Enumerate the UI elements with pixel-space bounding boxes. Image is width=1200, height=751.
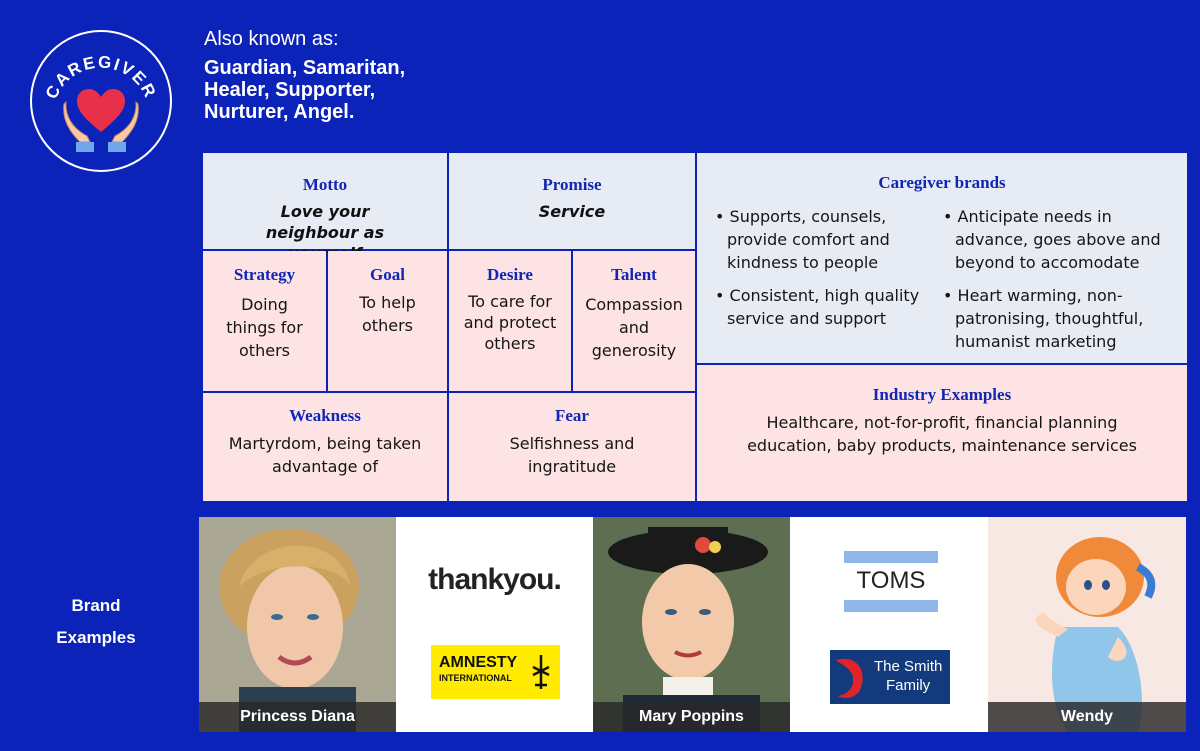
- badge-text: CAREGIVER: [41, 52, 161, 102]
- desire-panel: [449, 251, 571, 391]
- motto-heading: Motto: [302, 175, 348, 194]
- aka-label: Also known as:: [204, 28, 339, 50]
- brand-examples-label: Brand Examples: [56, 596, 136, 647]
- logo-tile-thankyou-amnesty: [396, 517, 593, 732]
- candle-icon: [530, 653, 552, 691]
- princess-diana-photo: [199, 517, 396, 732]
- brand-point: • Consistent, high quality service and support: [715, 286, 920, 328]
- weakness-text: Martyrdom, being taken advantage of: [228, 434, 422, 476]
- strategy-text: Doing things for others: [226, 295, 303, 360]
- promise-heading: Promise: [542, 175, 602, 194]
- talent-text: Compassion and generosity: [585, 295, 683, 360]
- motto-text: Love your neighbour as: [265, 202, 385, 242]
- promise-panel: [449, 153, 695, 249]
- hands-logo-icon: [830, 650, 870, 704]
- industry-text: Healthcare, not-for-profit, financial planning education, baby products, maintenance services: [747, 413, 1137, 455]
- goal-heading: Goal: [370, 265, 405, 284]
- fear-panel: [449, 393, 695, 501]
- smith-family-logo: [830, 650, 950, 704]
- toms-logo: [844, 551, 938, 612]
- amnesty-logo-name: AMNESTY: [439, 654, 518, 671]
- amnesty-logo-sub: INTERNATIONAL: [439, 673, 512, 683]
- caregiver-brands-col-right: [943, 205, 1168, 363]
- goal-panel: [328, 251, 447, 391]
- fear-heading: Fear: [555, 406, 589, 425]
- hands-holding-heart-icon: [64, 89, 139, 152]
- also-known-as: [204, 28, 444, 123]
- industry-panel: [697, 365, 1187, 501]
- weakness-heading: Weakness: [289, 406, 361, 425]
- strategy-panel: [203, 251, 326, 391]
- mary-poppins-photo: [593, 517, 790, 732]
- logo-tile-toms-smith: [790, 517, 988, 732]
- strategy-heading: Strategy: [233, 265, 296, 284]
- svg-text:CAREGIVER: [42, 52, 161, 102]
- fear-text: Selfishness and ingratitude: [509, 434, 635, 476]
- motto-panel: [203, 153, 447, 249]
- caregiver-brands-columns: [697, 193, 1187, 363]
- tile-caption: Mary Poppins: [593, 702, 790, 732]
- caregiver-brands-col-left: [715, 205, 927, 363]
- brand-point: • Anticipate needs in advance, goes above and beyond to accomodate: [943, 207, 1161, 272]
- aka-names: Guardian, Samaritan, Healer, Supporter, Nurturer, Angel.: [204, 57, 406, 123]
- brand-point: • Supports, counsels, provide comfort and kindness to people: [715, 207, 890, 272]
- smith-family-text-2: Family: [886, 677, 931, 694]
- talent-panel: [573, 251, 695, 391]
- caregiver-brands-panel: [697, 153, 1187, 363]
- wendy-illustration: [988, 517, 1186, 732]
- caregiver-badge: [30, 30, 172, 172]
- goal-text: To help others: [359, 293, 416, 335]
- amnesty-logo: [431, 645, 560, 699]
- tile-caption: Princess Diana: [199, 702, 396, 732]
- caregiver-brands-heading: Caregiver brands: [878, 173, 1006, 192]
- toms-logo-text: TOMS: [856, 567, 926, 594]
- industry-heading: Industry Examples: [872, 385, 1012, 404]
- thankyou-logo: thankyou.: [428, 563, 561, 596]
- tile-caption: Wendy: [988, 702, 1186, 732]
- promise-text: Service: [538, 202, 606, 221]
- smith-family-text-1: The Smith: [874, 658, 943, 675]
- desire-heading: Desire: [487, 265, 533, 284]
- brand-point: • Heart warming, non-patronising, thoughtful, humanist marketing: [943, 286, 1144, 351]
- talent-heading: Talent: [611, 265, 657, 284]
- desire-text: To care for and protect others: [463, 292, 557, 353]
- weakness-panel: [203, 393, 447, 501]
